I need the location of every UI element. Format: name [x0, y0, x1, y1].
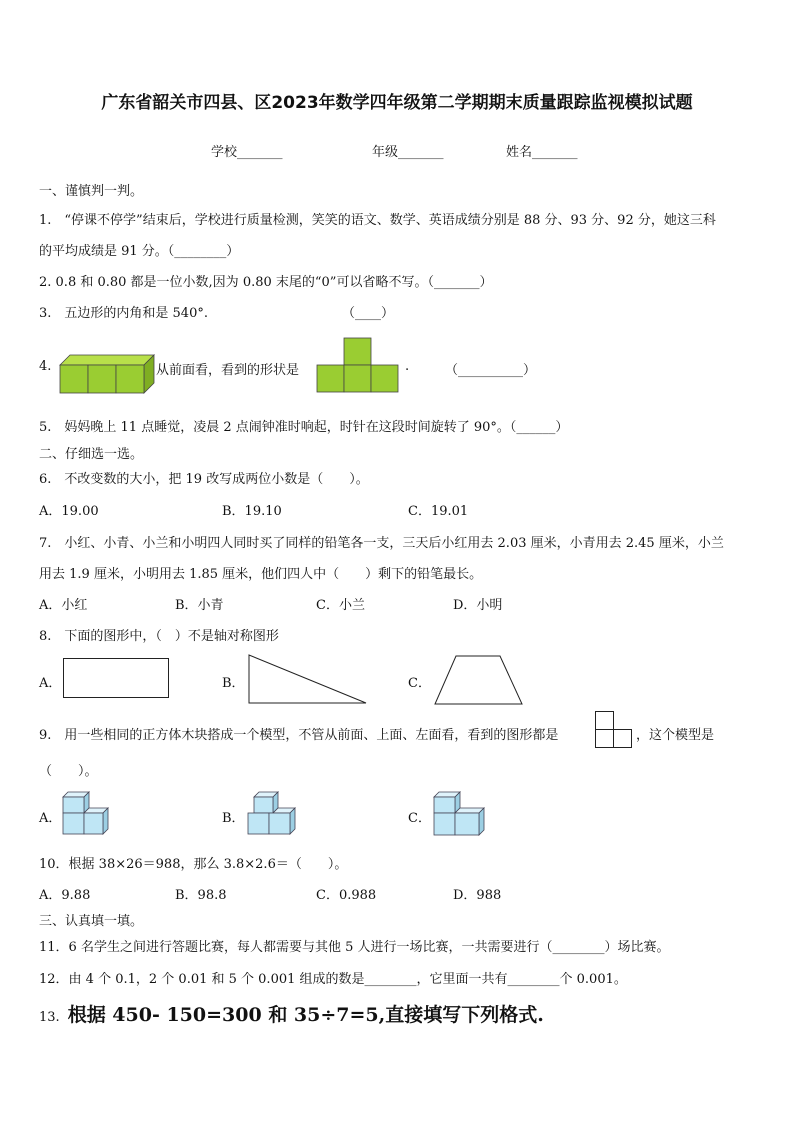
q7-option-d[interactable]: D．小明 — [453, 598, 503, 613]
q9-stem-end: ，这个模型是 — [636, 728, 715, 743]
q10-option-c[interactable]: C．0.988 — [316, 888, 377, 903]
q8-rectangle-shape — [63, 658, 169, 698]
q2-text: 2. 0.8 和 0.80 都是一位小数,因为 0.80 末尾的“0”可以省略不写。（_______） — [39, 275, 493, 290]
q9-option-b[interactable]: B． — [222, 811, 245, 826]
q11-text: 11．6 名学生之间进行答题比赛，每人都需要与其他 5 人进行一场比赛，一共需要进行（________）场比赛。 — [39, 940, 670, 955]
q10-option-a[interactable]: A．9.88 — [39, 888, 91, 903]
school-field[interactable]: 学校_______ — [211, 145, 283, 160]
page-title: 广东省韶关市四县、区2023年数学四年级第二学期期末质量跟踪监视模拟试题 — [101, 93, 693, 113]
q8-trapezoid-shape — [434, 655, 524, 705]
q3-blank[interactable]: （____） — [342, 306, 395, 321]
q8-right-triangle-shape — [248, 654, 368, 704]
q13-number: 13. — [39, 1010, 60, 1025]
q13 — [39, 1000, 544, 1027]
section-heading-1: 一、谨慎判一判。 — [39, 184, 144, 199]
q8-option-b[interactable]: B． — [222, 676, 245, 691]
q6-option-a[interactable]: A．19.00 — [39, 504, 99, 519]
q7-line1: 7. 小红、小青、小兰和小明四人同时买了同样的铅笔各一支，三天后小红用去 2.03 厘米，小青用去 2.45 厘米，小兰 — [39, 536, 724, 551]
q6-stem: 6. 不改变数的大小，把 19 改写成两位小数是（ ）。 — [39, 472, 369, 487]
section-heading-2: 二、仔细选一选。 — [39, 447, 144, 462]
name-field[interactable]: 姓名_______ — [506, 145, 578, 160]
q9-stem: 9. 用一些相同的正方体木块搭成一个模型，不管从前面、上面、左面看，看到的图形都是 — [39, 728, 559, 743]
q9-option-a[interactable]: A． — [39, 811, 62, 826]
q9-view-shape — [595, 711, 635, 749]
q1-line1: 1. “停课不停学”结束后，学校进行质量检测，笑笑的语文、数学、英语成绩分别是 88 分、93 分、92 分，她这三科 — [39, 213, 716, 228]
q7-option-c[interactable]: C．小兰 — [316, 598, 365, 613]
q10-option-d[interactable]: D．988 — [453, 888, 502, 903]
q10-stem: 10．根据 38×26＝988，那么 3.8×2.6＝（ ）。 — [39, 857, 348, 872]
grade-field[interactable]: 年级_______ — [372, 145, 444, 160]
q7-line2: 用去 1.9 厘米，小明用去 1.85 厘米，他们四人中（ ）剩下的铅笔最长。 — [39, 567, 483, 582]
q8-stem: 8. 下面的图形中，（ ）不是轴对称图形 — [39, 629, 279, 644]
q8-option-a[interactable]: A． — [39, 676, 62, 691]
q4-cube-model — [60, 355, 156, 395]
q9-option-a-model — [63, 792, 109, 836]
q4-period: . — [405, 359, 410, 374]
q4-text: 从前面看，看到的形状是 — [156, 363, 300, 378]
q9-option-b-model — [248, 792, 296, 836]
q4-front-view-shape — [317, 338, 399, 393]
q6-option-c[interactable]: C．19.01 — [408, 504, 469, 519]
q9-option-c[interactable]: C． — [408, 811, 431, 826]
q5-text: 5. 妈妈晚上 11 点睡觉，凌晨 2 点闹钟准时响起，时针在这段时间旋转了 90°。（______） — [39, 420, 569, 435]
q12-text: 12．由 4 个 0.1，2 个 0.01 和 5 个 0.001 组成的数是________，它里面一共有________个 0.001。 — [39, 972, 627, 987]
q13-text: 根据 450- 150=300 和 35÷7=5,直接填写下列格式. — [67, 1004, 544, 1026]
section-heading-3: 三、认真填一填。 — [39, 914, 144, 929]
q8-option-c[interactable]: C． — [408, 676, 431, 691]
q7-option-a[interactable]: A．小红 — [39, 598, 88, 613]
q4-blank[interactable]: （__________） — [445, 363, 537, 378]
q6-option-b[interactable]: B．19.10 — [222, 504, 282, 519]
q3-text: 3. 五边形的内角和是 540°. — [39, 306, 208, 321]
q9-option-c-model — [434, 792, 486, 838]
q4-number: 4. — [39, 359, 52, 374]
q10-option-b[interactable]: B．98.8 — [175, 888, 227, 903]
q7-option-b[interactable]: B．小青 — [175, 598, 224, 613]
q9-line2: （ ）。 — [39, 764, 98, 779]
q1-line2: 的平均成绩是 91 分。（________） — [39, 244, 240, 259]
